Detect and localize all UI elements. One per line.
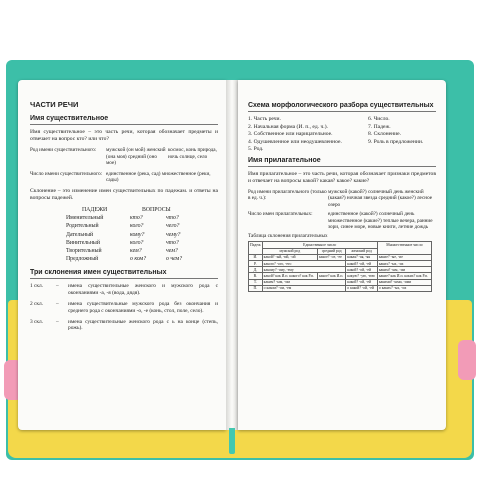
header-singular: Единственное число — [262, 242, 377, 248]
declension-text: имена существительные мужского рода без окончания и среднего рода с окончаниями -о, -е (конь, стол, поле, село). — [68, 300, 218, 314]
table-cell: какой? -ый, -ий, -ой — [262, 254, 317, 260]
declension-item — [30, 283, 218, 297]
case-question: чем? — [166, 247, 178, 254]
table-cell: о какой? -ой, -ей — [346, 285, 378, 291]
table-cell: какой? -ой, -ей — [346, 261, 378, 267]
adjective-gender-label: Род имени прилагательного (только в ед. ч.): — [248, 188, 327, 202]
scheme-item: 2. Начальная форма (И. п., ед. ч.). — [248, 123, 328, 130]
header-masculine: мужской род — [262, 248, 317, 254]
table-cell-case: Т. — [249, 279, 263, 285]
scheme-heading: Схема морфологического разбора существительных — [248, 102, 434, 109]
header-feminine: женский род — [346, 248, 378, 254]
table-cell: каких? -ых, -их — [377, 261, 431, 267]
scheme-list — [248, 116, 436, 154]
scheme-item: 3. Собственное или нарицательное. — [248, 131, 333, 138]
table-cell: каким? -ым, -им — [377, 267, 431, 273]
header-case: Падеж — [249, 242, 263, 254]
table-cell-case: Д. — [249, 267, 263, 273]
table-cell: какое? -ое, -ее — [318, 254, 346, 260]
case-row — [66, 247, 218, 255]
adjective-declension-table — [248, 241, 432, 292]
case-row — [66, 222, 218, 230]
header-plural: Множественное число — [377, 242, 431, 254]
gender-row — [30, 147, 218, 167]
table-cell: какие? как И.п. каких? как Р.п. — [377, 273, 431, 279]
table-cell-case: И. — [249, 254, 263, 260]
table-cell: какую? -ую, -юю — [346, 273, 378, 279]
table-cell: какая? -ая, -яя — [346, 254, 378, 260]
scheme-column — [368, 116, 436, 154]
divider — [248, 166, 436, 167]
scheme-item: 9. Роль в предложении. — [368, 138, 424, 145]
noun-section-heading: Имя существительное — [30, 115, 109, 122]
table-cell: какому? -ому, -ему — [262, 267, 346, 273]
case-question: кого? — [130, 223, 144, 230]
table-cell-case: П. — [249, 285, 263, 291]
case-question: о чем? — [166, 256, 183, 263]
case-name: Предложный — [66, 256, 99, 263]
scheme-item: 8. Склонение. — [368, 131, 401, 138]
case-row — [66, 239, 218, 247]
scheme-item: 7. Падеж. — [368, 123, 391, 130]
gender-values: мужской (он мой) женский (она моя) средний (оно мое) — [106, 147, 166, 167]
case-name: Дательный — [66, 231, 94, 238]
case-question: чего? — [166, 223, 180, 230]
table-cell: какой? -ой, -ей — [346, 267, 378, 273]
cases-header — [66, 206, 218, 214]
case-row — [66, 231, 218, 239]
declension-text: имена существительные женского рода с ь на конце (степь, рожь). — [68, 318, 218, 332]
left-page — [18, 80, 226, 430]
case-name: Винительный — [66, 239, 100, 246]
declension-number: 1 скл. — [30, 283, 44, 290]
adjective-section-heading: Имя прилагательное — [248, 156, 321, 164]
table-cell: о каких? -ых, -их — [377, 285, 431, 291]
declension-number: 3 скл. — [30, 318, 44, 325]
notebook-spine — [226, 80, 238, 430]
case-name: Родительный — [66, 223, 99, 230]
three-declensions-heading: Три склонения имен существительных — [30, 269, 167, 277]
case-name: Творительный — [66, 247, 102, 254]
table-cell: какой? -ой, -ей — [346, 279, 378, 285]
number-values: единственное (река, сад) множественное (реки, сады) — [106, 170, 211, 184]
header-neuter: средний род — [318, 248, 346, 254]
declension-dash: – — [56, 283, 59, 290]
adjective-number-values: единственное (какой?) солнечный день множественное (какие?) теплые вечера, ранние зори, синее море, новые книги, летние дождь — [328, 211, 433, 230]
declension-text: имена существительные женского и мужского рода с окончаниями -а, -я (вода, дядя). — [68, 283, 218, 297]
noun-definition: Имя существительное – это часть речи, которая обозначает предметы и отвечает на вопрос кто? или что? — [30, 129, 218, 142]
number-label: Число имени существительного: — [30, 170, 103, 177]
cases-header-cases: ПАДЕЖИ — [82, 206, 108, 213]
cases-table — [66, 206, 218, 263]
table-cell: какой? как И.п. какого? как Р.п. — [262, 273, 317, 279]
divider — [30, 278, 218, 279]
adjective-table-title: Таблица склонения прилагательных — [248, 233, 328, 240]
table-cell-case: В. — [249, 273, 263, 279]
table-row — [249, 285, 432, 291]
scheme-item: 6. Число. — [368, 116, 390, 122]
case-question: о ком? — [130, 256, 147, 263]
cover-decoration — [458, 340, 476, 380]
case-question: кому? — [130, 231, 145, 238]
scheme-item: 1. Часть речи. — [248, 116, 281, 122]
declension-dash: – — [56, 300, 59, 307]
case-question: что? — [166, 215, 179, 222]
table-cell: какого? -ого, -его — [262, 261, 346, 267]
case-question: что? — [166, 239, 179, 246]
scheme-item: 4. Одушевленное или неодушевленное. — [248, 138, 342, 145]
gender-label: Род имени существительного: — [30, 147, 97, 153]
divider — [248, 111, 436, 112]
declension-definition: Склонение – это изменение имен существительных по падежам. и ответы на вопросы падежей. — [30, 187, 218, 201]
table-cell: какое? как И.п. — [318, 273, 346, 279]
gender-examples: космос, конь природа, ночь солнце, село — [168, 147, 217, 160]
case-question: кто? — [130, 215, 143, 222]
case-question: кем? — [130, 247, 142, 254]
table-cell: какие? -ые, -ие — [377, 254, 431, 260]
table-cell: о каком? -ом, -ем — [262, 285, 346, 291]
case-name: Именительный — [66, 215, 104, 222]
adjective-number-label: Число имен прилагательных: — [248, 211, 313, 218]
bookmark-ribbon[interactable] — [229, 428, 235, 454]
scheme-column — [248, 116, 368, 154]
case-question: кого? — [130, 239, 144, 246]
adjective-definition: Имя прилагательное – это часть речи, которая обозначает признаки предметов и отвечает на вопросы какой? какая? какое? какие? — [248, 170, 436, 184]
case-row — [66, 255, 218, 263]
right-page — [238, 80, 446, 430]
scheme-item: 5. Род. — [248, 146, 264, 153]
table-cell-case: Р. — [249, 261, 263, 267]
divider — [30, 124, 218, 125]
case-question: чему? — [166, 231, 181, 238]
table-cell: какими? -ыми, -ими — [377, 279, 431, 285]
parts-of-speech-heading: ЧАСТИ РЕЧИ — [30, 100, 79, 109]
adjective-gender-row — [248, 189, 436, 208]
declension-dash: – — [56, 318, 59, 325]
adjective-number-row — [248, 211, 436, 230]
adjective-gender-values: мужской (какой?) солнечный день женский (какая?) ночная звезда средний (какое?) лесное озеро — [328, 188, 433, 208]
declension-item — [30, 301, 218, 315]
case-row — [66, 214, 218, 222]
declension-item — [30, 319, 218, 333]
number-row — [30, 171, 218, 184]
table-cell: каким? -ым, -им — [262, 279, 346, 285]
declension-number: 2 скл. — [30, 300, 44, 307]
cases-header-questions: ВОПРОСЫ — [142, 206, 171, 213]
